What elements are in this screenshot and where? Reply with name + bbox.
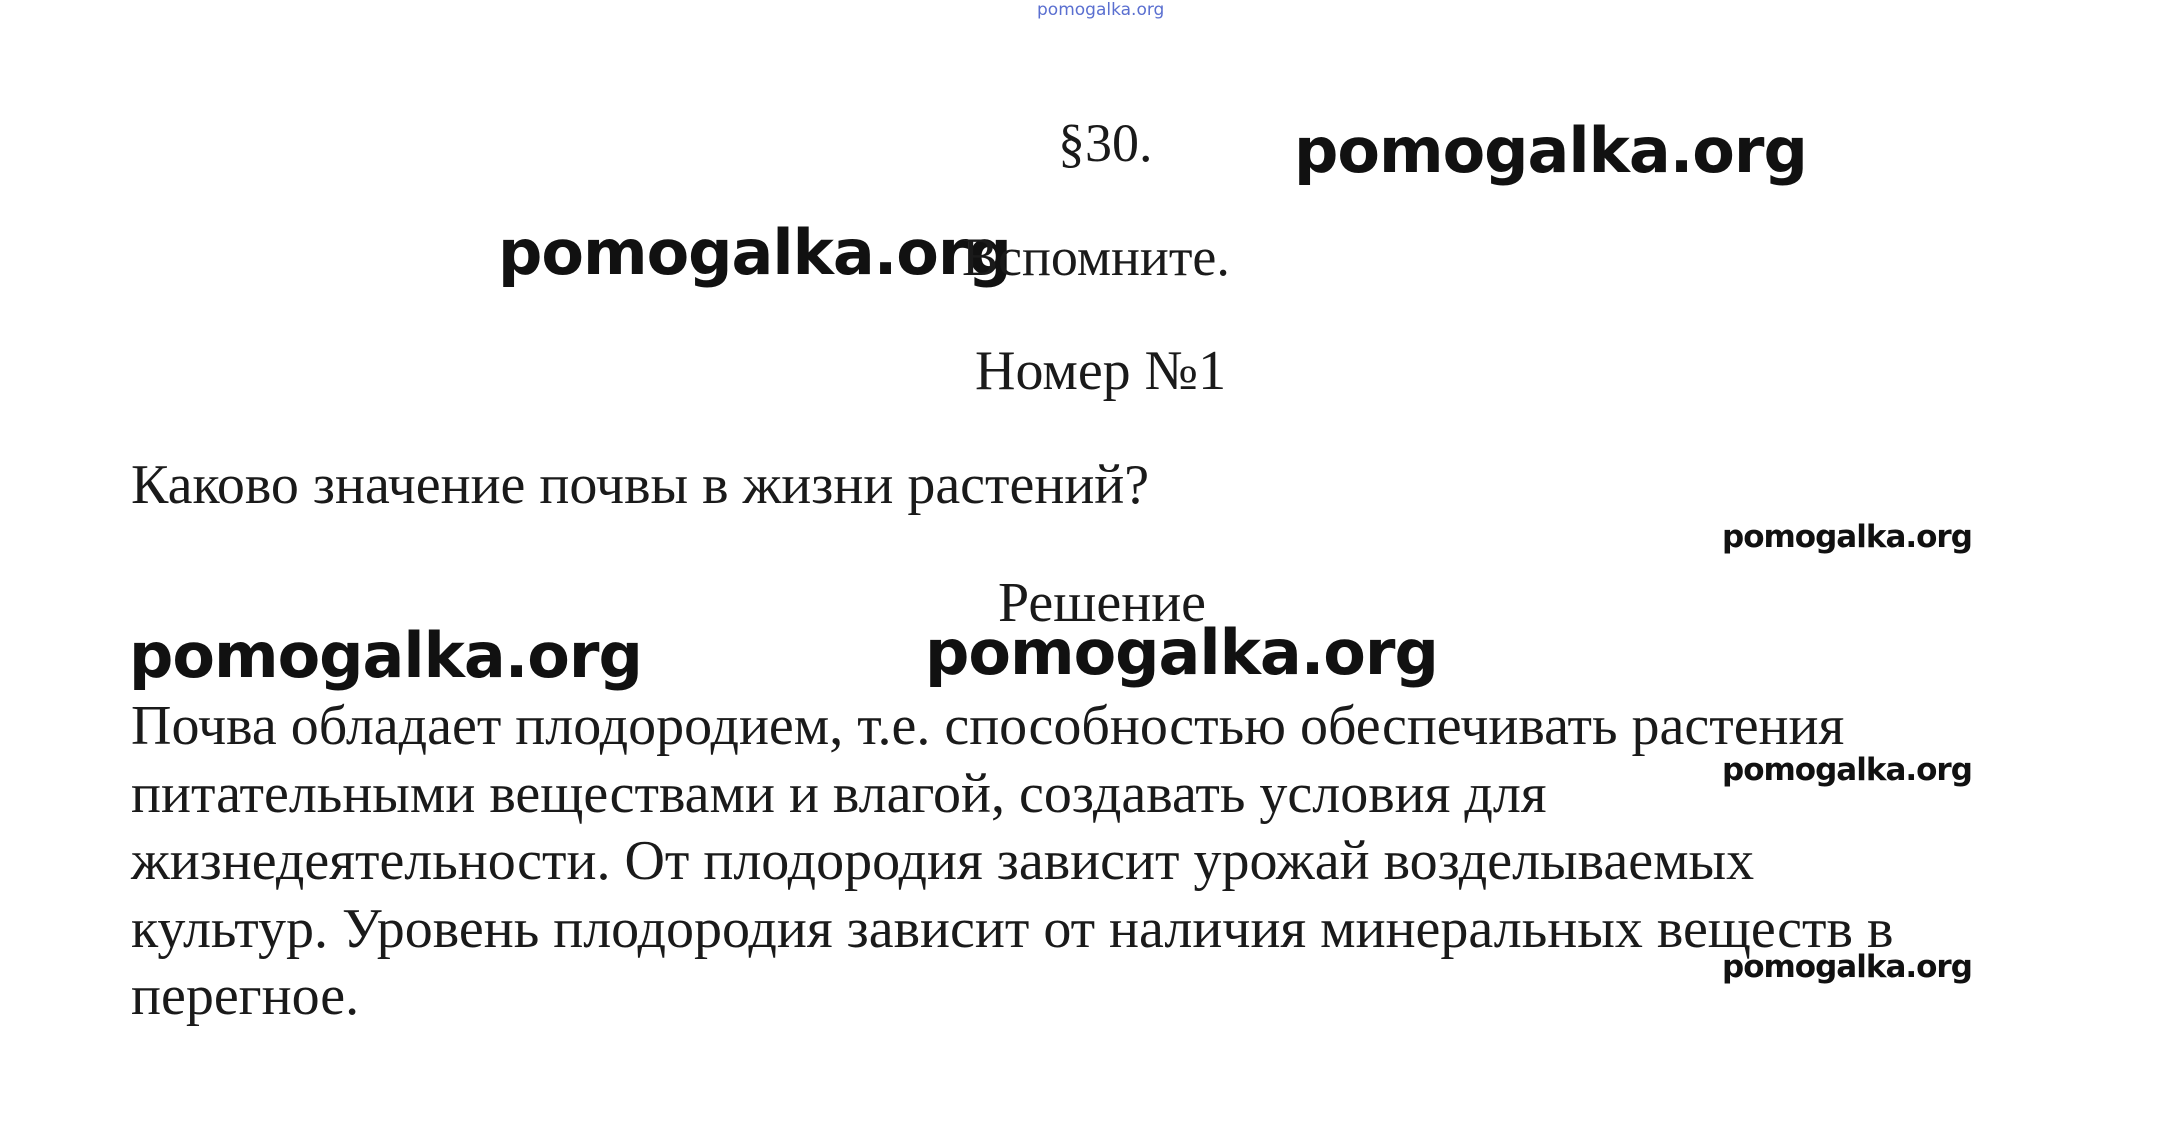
answer-line: культур. Уровень плодородия зависит от наличия минеральных веществ в <box>131 897 1894 960</box>
watermark-small: pomogalka.org <box>1722 752 1972 788</box>
answer-line: перегное. <box>131 965 360 1027</box>
section-number: §30. <box>1058 113 1153 173</box>
watermark-large: pomogalka.org <box>129 619 642 692</box>
watermark-large: pomogalka.org <box>498 216 1011 289</box>
solution-heading: Решение <box>998 572 1207 634</box>
question-text: Каково значение почвы в жизни растений? <box>131 454 1150 516</box>
watermark-small: pomogalka.org <box>1722 949 1972 985</box>
watermark-small: pomogalka.org <box>1722 519 1972 555</box>
watermark-large: pomogalka.org <box>1294 114 1807 187</box>
recall-heading: Вспомните. <box>962 227 1230 287</box>
answer-line: Почва обладает плодородием, т.е. способностью обеспечивать растения <box>131 695 1845 757</box>
number-heading: Номер №1 <box>975 340 1227 402</box>
top-watermark: pomogalka.org <box>1037 0 1165 20</box>
answer-line: питательными веществами и влагой, создавать условия для <box>131 762 1547 825</box>
answer-line: жизнедеятельности. От плодородия зависит урожай возделываемых <box>131 830 1755 892</box>
watermark-large: pomogalka.org <box>925 616 1438 689</box>
